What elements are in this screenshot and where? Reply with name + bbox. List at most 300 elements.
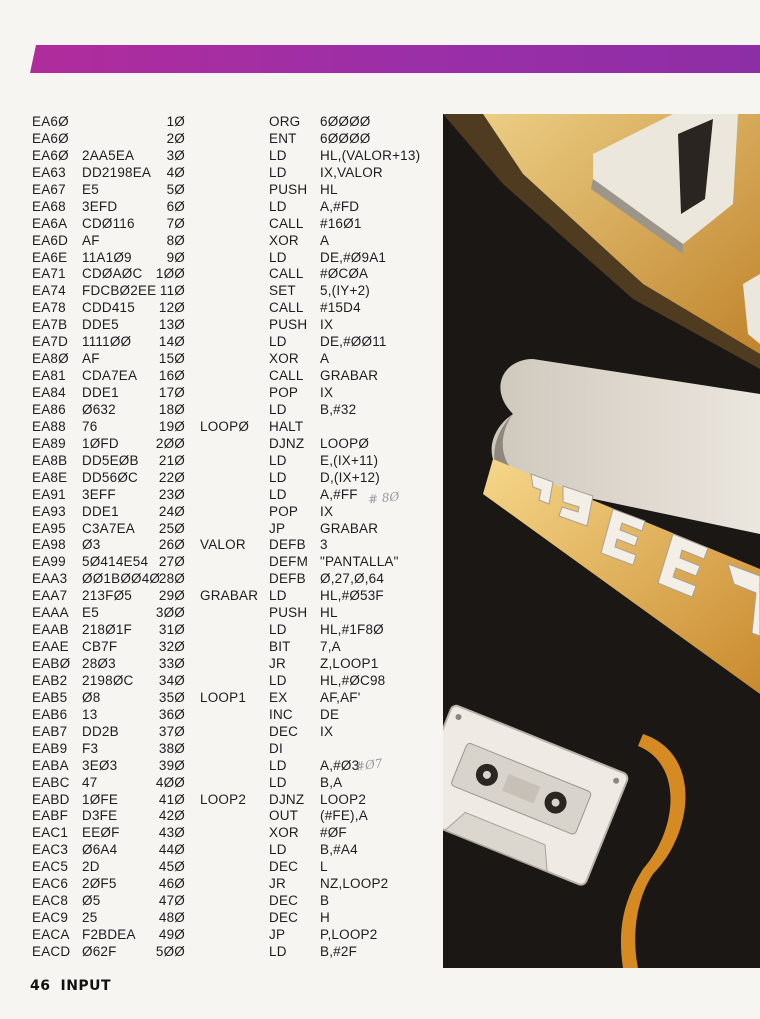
- machine-code: 5Ø414E54: [82, 554, 149, 570]
- operand: DE: [320, 706, 340, 722]
- line-number: 7Ø: [166, 215, 185, 231]
- address: EABA: [32, 757, 69, 773]
- mnemonic: LD: [269, 164, 287, 180]
- address: EA6Ø: [32, 130, 69, 146]
- operand: #ØF: [320, 825, 347, 841]
- line-number: 5ØØ: [155, 943, 185, 959]
- listing-row: [32, 165, 437, 182]
- mnemonic: ORG: [269, 114, 301, 129]
- operand: NZ,LOOP2: [320, 876, 389, 892]
- address: EA6Ø: [32, 147, 69, 163]
- operand: H: [320, 910, 330, 926]
- address: EA81: [32, 368, 66, 384]
- address: EA6D: [32, 232, 69, 248]
- handwritten-note: # 8Ø: [367, 489, 400, 507]
- machine-code: E5: [82, 605, 99, 621]
- listing-row: [32, 622, 437, 639]
- listing-row: [32, 199, 437, 216]
- mnemonic: CALL: [269, 266, 304, 282]
- mnemonic: LD: [269, 452, 287, 468]
- mnemonic: INC: [269, 706, 293, 722]
- address: EA93: [32, 503, 66, 519]
- line-number: 37Ø: [158, 723, 185, 739]
- line-number: 6Ø: [166, 198, 185, 214]
- mnemonic: XOR: [269, 351, 299, 367]
- operand: A,#FF: [320, 486, 358, 502]
- page-footer: [30, 978, 111, 994]
- line-number: 39Ø: [158, 757, 185, 773]
- address: EAB2: [32, 672, 68, 688]
- address: EA7B: [32, 317, 68, 333]
- label: VALOR: [200, 537, 246, 553]
- operand: B,#32: [320, 401, 357, 417]
- address: EAB6: [32, 706, 68, 722]
- line-number: 48Ø: [158, 910, 185, 926]
- magazine-name: INPUT: [60, 978, 112, 994]
- mnemonic: JP: [269, 927, 286, 942]
- address: EA63: [32, 164, 66, 180]
- address: EAAB: [32, 622, 69, 638]
- listing-row: [32, 876, 437, 893]
- line-number: 41Ø: [158, 791, 185, 807]
- address: EA8Ø: [32, 351, 69, 367]
- address: EAAA: [32, 605, 69, 621]
- line-number: 4Ø: [166, 164, 185, 180]
- address: EAC3: [32, 842, 69, 858]
- machine-code: ØØ1BØØ4Ø: [82, 571, 161, 587]
- listing-row: [32, 300, 437, 317]
- assembly-listing: [32, 114, 437, 961]
- mnemonic: JP: [269, 520, 286, 536]
- machine-code: DDE1: [82, 503, 119, 519]
- line-number: 4ØØ: [155, 774, 185, 790]
- listing-row: [32, 893, 437, 910]
- line-number: 13Ø: [158, 317, 185, 333]
- line-number: 49Ø: [158, 927, 185, 942]
- operand: E,(IX+11): [320, 452, 379, 468]
- mnemonic: XOR: [269, 825, 299, 841]
- mnemonic: OUT: [269, 808, 299, 824]
- listing-row: [32, 537, 437, 554]
- address: EABD: [32, 791, 70, 807]
- listing-row: [32, 148, 437, 165]
- listing-row: [32, 266, 437, 283]
- machine-code: DD2B: [82, 723, 119, 739]
- address: EA89: [32, 435, 66, 451]
- listing-row: [32, 453, 437, 470]
- line-number: 12Ø: [158, 300, 185, 316]
- operand: B,#A4: [320, 842, 358, 858]
- handwritten-note: #Ø7: [354, 756, 384, 774]
- cassette-tape-photo: [443, 114, 760, 968]
- machine-code: Ø8: [82, 689, 101, 705]
- line-number: 22Ø: [158, 469, 185, 485]
- address: EABØ: [32, 656, 71, 671]
- listing-row: [32, 470, 437, 487]
- mnemonic: JR: [269, 656, 286, 671]
- label: LOOP2: [200, 791, 247, 807]
- operand: HL,#ØC98: [320, 672, 386, 688]
- listing-row: [32, 317, 437, 334]
- operand: D,(IX+12): [320, 469, 380, 485]
- listing-row: [32, 792, 437, 809]
- machine-code: Ø3: [82, 537, 101, 553]
- operand: B: [320, 893, 330, 909]
- machine-code: 3EFF: [82, 486, 116, 502]
- mnemonic: DEFB: [269, 571, 306, 587]
- mnemonic: DJNZ: [269, 791, 305, 807]
- line-number: 9Ø: [166, 249, 185, 265]
- line-number: 1Ø: [166, 114, 185, 129]
- machine-code: 13: [82, 706, 98, 722]
- mnemonic: JR: [269, 876, 286, 892]
- listing-row: [32, 521, 437, 538]
- listing-row: [32, 233, 437, 250]
- address: EAA3: [32, 571, 68, 587]
- address: EAC8: [32, 893, 69, 909]
- mnemonic: POP: [269, 503, 299, 519]
- line-number: 45Ø: [158, 859, 185, 875]
- listing-row: [32, 114, 437, 131]
- address: EA74: [32, 283, 66, 299]
- machine-code: CDD415: [82, 300, 135, 316]
- mnemonic: DI: [269, 740, 283, 756]
- line-number: 32Ø: [158, 639, 185, 655]
- mnemonic: LD: [269, 486, 287, 502]
- line-number: 15Ø: [158, 351, 185, 367]
- machine-code: DD56ØC: [82, 469, 138, 485]
- machine-code: Ø62F: [82, 943, 117, 959]
- machine-code: 1111ØØ: [82, 334, 132, 350]
- listing-row: [32, 334, 437, 351]
- line-number: 43Ø: [158, 825, 185, 841]
- mnemonic: LD: [269, 672, 287, 688]
- address: EA88: [32, 418, 66, 434]
- line-number: 2ØØ: [155, 435, 185, 451]
- line-number: 26Ø: [158, 537, 185, 553]
- operand: AF,AF': [320, 689, 361, 705]
- machine-code: CDØAØC: [82, 266, 143, 282]
- operand: LOOPØ: [320, 435, 370, 451]
- machine-code: 28Ø3: [82, 656, 116, 671]
- mnemonic: LD: [269, 249, 287, 265]
- machine-code: 76: [82, 418, 98, 434]
- mnemonic: DEC: [269, 893, 299, 909]
- listing-row: [32, 385, 437, 402]
- machine-code: F3: [82, 740, 99, 756]
- machine-code: FDCBØ2EE: [82, 283, 157, 299]
- machine-code: 2198ØC: [82, 672, 134, 688]
- listing-row: [32, 436, 437, 453]
- address: EA8E: [32, 469, 68, 485]
- mnemonic: BIT: [269, 639, 291, 655]
- address: EA67: [32, 181, 66, 197]
- line-number: 21Ø: [158, 452, 185, 468]
- line-number: 35Ø: [158, 689, 185, 705]
- machine-code: D3FE: [82, 808, 118, 824]
- mnemonic: LD: [269, 943, 287, 959]
- mnemonic: PUSH: [269, 605, 308, 621]
- mnemonic: CALL: [269, 368, 304, 384]
- mnemonic: LD: [269, 757, 287, 773]
- listing-row: [32, 588, 437, 605]
- operand: IX: [320, 723, 334, 739]
- operand: #ØCØA: [320, 266, 369, 282]
- mnemonic: DEC: [269, 910, 299, 926]
- line-number: 3ØØ: [155, 605, 185, 621]
- line-number: 3Ø: [166, 147, 185, 163]
- operand: IX: [320, 503, 334, 519]
- operand: Ø,27,Ø,64: [320, 571, 385, 587]
- machine-code: 3EØ3: [82, 757, 118, 773]
- machine-code: Ø632: [82, 401, 116, 417]
- machine-code: 3EFD: [82, 198, 118, 214]
- listing-row: [32, 216, 437, 233]
- machine-code: DDE1: [82, 385, 119, 400]
- operand: #15D4: [320, 300, 361, 316]
- operand: HL: [320, 181, 338, 197]
- machine-code: 2AA5EA: [82, 147, 135, 163]
- address: EACA: [32, 927, 70, 942]
- line-number: 5Ø: [166, 181, 185, 197]
- mnemonic: LD: [269, 622, 287, 638]
- machine-code: DDE5: [82, 317, 119, 333]
- listing-row: [32, 283, 437, 300]
- line-number: 14Ø: [158, 334, 185, 350]
- listing-row: [32, 741, 437, 758]
- address: EABF: [32, 808, 69, 824]
- mnemonic: LD: [269, 401, 287, 417]
- listing-row: [32, 825, 437, 842]
- line-number: 23Ø: [158, 486, 185, 502]
- machine-code: 11A1Ø9: [82, 249, 132, 265]
- address: EAAE: [32, 639, 69, 655]
- line-number: 33Ø: [158, 656, 185, 671]
- listing-row: [32, 944, 437, 961]
- address: EAB5: [32, 689, 68, 705]
- listing-row: [32, 419, 437, 436]
- operand: B,A: [320, 774, 343, 790]
- mnemonic: LD: [269, 774, 287, 790]
- machine-code: CDA7EA: [82, 368, 138, 384]
- line-number: 29Ø: [158, 588, 185, 604]
- listing-row: [32, 368, 437, 385]
- listing-row: [32, 605, 437, 622]
- mnemonic: CALL: [269, 215, 304, 231]
- operand: HL,#1F8Ø: [320, 622, 384, 638]
- listing-row: [32, 859, 437, 876]
- operand: B,#2F: [320, 943, 358, 959]
- machine-code: Ø6A4: [82, 842, 118, 858]
- machine-code: Ø5: [82, 893, 101, 909]
- operand: GRABAR: [320, 368, 379, 384]
- line-number: 24Ø: [158, 503, 185, 519]
- listing-row: [32, 656, 437, 673]
- operand: Z,LOOP1: [320, 656, 379, 671]
- listing-row: [32, 351, 437, 368]
- line-number: 11Ø: [159, 283, 185, 299]
- line-number: 44Ø: [158, 842, 185, 858]
- mnemonic: DEFM: [269, 554, 309, 570]
- line-number: 19Ø: [158, 418, 185, 434]
- machine-code: F2BDEA: [82, 927, 136, 942]
- machine-code: CB7F: [82, 639, 118, 655]
- operand: #16Ø1: [320, 215, 362, 231]
- machine-code: AF: [82, 232, 100, 248]
- line-number: 28Ø: [158, 571, 185, 587]
- operand: IX,VALOR: [320, 164, 383, 180]
- line-number: 42Ø: [158, 808, 185, 824]
- operand: A: [320, 232, 330, 248]
- operand: 3: [320, 537, 328, 553]
- machine-code: AF: [82, 351, 100, 367]
- address: EA71: [32, 266, 66, 282]
- machine-code: 1ØFE: [82, 791, 119, 807]
- mnemonic: DEC: [269, 723, 299, 739]
- address: EA99: [32, 554, 66, 570]
- label: LOOP1: [200, 689, 247, 705]
- address: EABC: [32, 774, 70, 790]
- listing-row: [32, 690, 437, 707]
- address: EACD: [32, 943, 71, 959]
- listing-row: [32, 639, 437, 656]
- mnemonic: LD: [269, 334, 287, 350]
- address: EA86: [32, 401, 66, 417]
- listing-row: [32, 673, 437, 690]
- address: EAC5: [32, 859, 69, 875]
- address: EA98: [32, 537, 66, 553]
- mnemonic: ENT: [269, 130, 297, 146]
- machine-code: DD5EØB: [82, 452, 139, 468]
- listing-row: [32, 808, 437, 825]
- machine-code: 25: [82, 910, 98, 926]
- mnemonic: DEC: [269, 859, 299, 875]
- listing-row: [32, 131, 437, 148]
- mnemonic: XOR: [269, 232, 299, 248]
- operand: HL,(VALOR+13): [320, 147, 421, 163]
- machine-code: 2ØF5: [82, 876, 117, 892]
- address: EA6Ø: [32, 114, 69, 129]
- listing-row: [32, 775, 437, 792]
- mnemonic: LD: [269, 842, 287, 858]
- line-number: 25Ø: [158, 520, 185, 536]
- mnemonic: LD: [269, 198, 287, 214]
- operand: IX: [320, 317, 334, 333]
- address: EA84: [32, 385, 66, 400]
- address: EAA7: [32, 588, 68, 604]
- listing-row: [32, 571, 437, 588]
- listing-row: [32, 250, 437, 267]
- mnemonic: PUSH: [269, 181, 308, 197]
- line-number: 1ØØ: [155, 266, 185, 282]
- listing-row: [32, 707, 437, 724]
- mnemonic: LD: [269, 147, 287, 163]
- operand: GRABAR: [320, 520, 379, 536]
- machine-code: 213FØ5: [82, 588, 132, 604]
- operand: A,#Ø3: [320, 757, 360, 773]
- listing-row: [32, 724, 437, 741]
- address: EA6A: [32, 215, 68, 231]
- line-number: 16Ø: [158, 368, 185, 384]
- operand: DE,#ØØ11: [320, 334, 387, 350]
- address: EA95: [32, 520, 66, 536]
- line-number: 31Ø: [158, 622, 185, 638]
- address: EA91: [32, 486, 66, 502]
- listing-row: [32, 182, 437, 199]
- operand: IX: [320, 385, 334, 400]
- operand: HL,#Ø53F: [320, 588, 384, 604]
- label: GRABAR: [200, 588, 259, 604]
- machine-code: EEØF: [82, 825, 120, 841]
- listing-row: [32, 504, 437, 521]
- mnemonic: DEFB: [269, 537, 306, 553]
- mnemonic: DJNZ: [269, 435, 305, 451]
- mnemonic: POP: [269, 385, 299, 400]
- machine-code: DD2198EA: [82, 164, 152, 180]
- operand: 6ØØØØ: [320, 130, 371, 146]
- line-number: 47Ø: [158, 893, 185, 909]
- line-number: 8Ø: [166, 232, 185, 248]
- operand: 6ØØØØ: [320, 114, 371, 129]
- listing-row: [32, 402, 437, 419]
- line-number: 38Ø: [158, 740, 185, 756]
- machine-code: C3A7EA: [82, 520, 135, 536]
- mnemonic: HALT: [269, 418, 304, 434]
- operand: LOOP2: [320, 791, 367, 807]
- operand: 5,(IY+2): [320, 283, 370, 299]
- address: EAC9: [32, 910, 69, 926]
- machine-code: 218Ø1F: [82, 622, 132, 638]
- listing-row: [32, 842, 437, 859]
- operand: A,#FD: [320, 198, 360, 214]
- address: EA8B: [32, 452, 68, 468]
- address: EA78: [32, 300, 66, 316]
- address: EAB7: [32, 723, 68, 739]
- line-number: 17Ø: [158, 385, 185, 400]
- machine-code: 47: [82, 774, 98, 790]
- operand: 7,A: [320, 639, 341, 655]
- mnemonic: LD: [269, 588, 287, 604]
- line-number: 36Ø: [158, 706, 185, 722]
- operand: P,LOOP2: [320, 927, 378, 942]
- line-number: 46Ø: [158, 876, 185, 892]
- machine-code: 1ØFD: [82, 435, 119, 451]
- machine-code: E5: [82, 181, 99, 197]
- machine-code: 2D: [82, 859, 100, 875]
- address: EA6E: [32, 249, 68, 265]
- listing-row: [32, 927, 437, 944]
- listing-row: [32, 554, 437, 571]
- line-number: 2Ø: [166, 130, 185, 146]
- mnemonic: PUSH: [269, 317, 308, 333]
- operand: A: [320, 351, 330, 367]
- address: EA7D: [32, 334, 69, 350]
- line-number: 18Ø: [158, 401, 185, 417]
- mnemonic: SET: [269, 283, 296, 299]
- label: LOOPØ: [200, 418, 250, 434]
- operand: (#FE),A: [320, 808, 368, 824]
- mnemonic: EX: [269, 689, 288, 705]
- operand: L: [320, 859, 328, 875]
- address: EAC6: [32, 876, 69, 892]
- mnemonic: CALL: [269, 300, 304, 316]
- address: EAC1: [32, 825, 69, 841]
- line-number: 27Ø: [158, 554, 185, 570]
- operand: DE,#Ø9A1: [320, 249, 387, 265]
- listing-row: [32, 910, 437, 927]
- operand: HL: [320, 605, 338, 621]
- machine-code: CDØ116: [82, 215, 135, 231]
